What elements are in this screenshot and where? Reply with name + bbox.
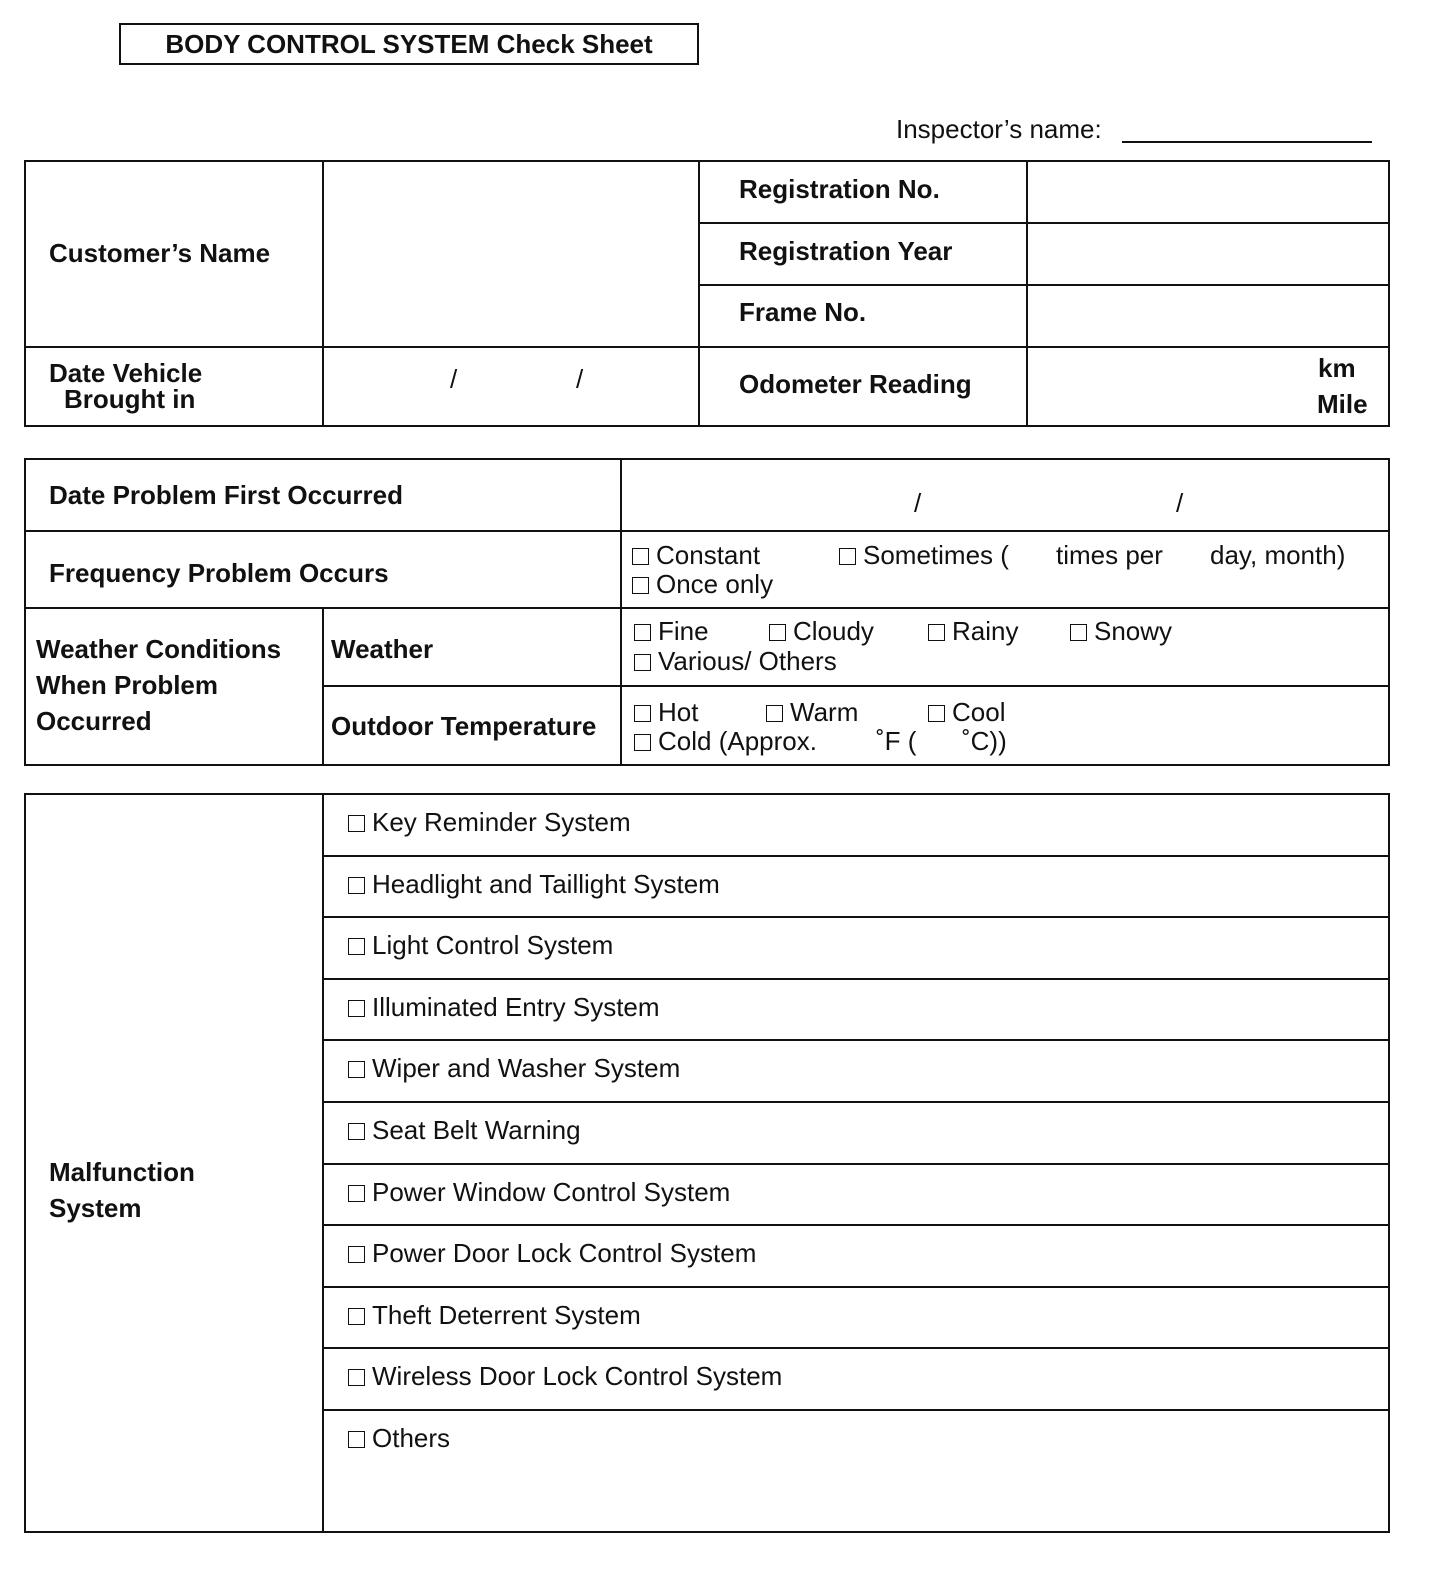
option-label: Various/ Others [658,646,837,676]
odometer-field[interactable] [1028,348,1386,423]
malfunction-system-option[interactable] [348,1238,756,1269]
checkbox[interactable] [634,654,651,671]
outdoor-temperature-label: Outdoor Temperature [331,711,597,741]
option-label: Illuminated Entry System [372,992,660,1022]
date-vehicle-label-line2: Brought in [64,384,196,414]
inspector-name-label: Inspector’s name: [896,114,1102,144]
divider [322,1224,1388,1226]
malfunction-system-option[interactable] [348,1115,581,1146]
divider [322,1101,1388,1103]
option-label: Hot [658,697,699,727]
checkbox[interactable] [348,1431,365,1448]
option-label: Snowy [1094,616,1173,646]
divider [698,160,700,425]
weather-rainy-option[interactable] [928,616,1018,647]
divider [322,855,1388,857]
checkbox[interactable] [348,938,365,955]
malfunction-system-option[interactable] [348,1423,450,1454]
registration-year-field[interactable] [1028,224,1386,284]
malfunction-system-option[interactable] [348,869,720,900]
date-vehicle-label-line1: Date Vehicle [49,358,203,388]
option-label: Light Control System [372,930,614,960]
option-label: Headlight and Taillight System [372,869,720,899]
weather-cloudy-option[interactable] [769,616,874,647]
option-label: Seat Belt Warning [372,1115,581,1145]
option-label: Warm [790,697,859,727]
weather-various-option[interactable] [634,646,837,677]
temp-cold-option[interactable] [634,726,817,757]
option-label: Key Reminder System [372,807,631,837]
date-separator: / [450,364,458,394]
temp-hot-option[interactable] [634,697,698,728]
temp-cool-option[interactable] [928,697,1005,728]
checkbox[interactable] [634,705,651,722]
date-separator: / [1176,488,1184,518]
frequency-once-option[interactable] [632,569,773,600]
malfunction-label-line1: Malfunction [49,1157,195,1187]
checkbox[interactable] [348,1123,365,1140]
malfunction-system-option[interactable] [348,1361,782,1392]
checkbox[interactable] [634,624,651,641]
checkbox[interactable] [839,548,856,565]
divider [322,916,1388,918]
customer-name-field[interactable] [324,162,698,346]
checkbox[interactable] [769,624,786,641]
customer-name-label: Customer’s Name [49,238,271,268]
frequency-constant-option[interactable] [632,540,760,571]
registration-no-label: Registration No. [739,174,940,204]
option-label: Sometimes ( [863,540,1009,570]
checkbox[interactable] [928,705,945,722]
option-label: Wireless Door Lock Control System [372,1361,783,1391]
checkbox[interactable] [348,1246,365,1263]
checkbox[interactable] [632,548,649,565]
option-label: Cool [952,697,1006,727]
frame-no-label: Frame No. [739,297,867,327]
checkbox[interactable] [634,734,651,751]
malfunction-system-option[interactable] [348,930,613,961]
malfunction-system-option[interactable] [348,1053,680,1084]
divider [24,607,1388,609]
odometer-unit-km: km [1318,353,1356,383]
weather-label: Weather [331,634,434,664]
divider [322,1347,1388,1349]
frequency-sometimes-option[interactable] [839,540,1009,571]
weather-conditions-label-line1: Weather Conditions [36,634,282,664]
inspector-name-field[interactable] [1122,141,1372,143]
option-label: Power Window Control System [372,1177,731,1207]
option-label: Others [372,1423,451,1453]
frequency-day-month-text: day, month) [1210,540,1346,570]
checkbox[interactable] [766,705,783,722]
registration-year-label: Registration Year [739,236,953,266]
checkbox[interactable] [348,815,365,832]
malfunction-system-option[interactable] [348,1177,730,1208]
page-title: BODY CONTROL SYSTEM Check Sheet [119,23,699,65]
option-label: Once only [656,569,774,599]
temp-fahrenheit-text: ˚F ( [876,726,917,756]
registration-no-field[interactable] [1028,162,1386,222]
odometer-label: Odometer Reading [739,369,972,399]
divider [322,1163,1388,1165]
date-separator: / [914,488,922,518]
checkbox[interactable] [348,1185,365,1202]
malfunction-label-line2: System [49,1193,142,1223]
divider [322,978,1388,980]
divider [24,530,1388,532]
checkbox[interactable] [348,877,365,894]
divider [322,685,1388,687]
option-label: Power Door Lock Control System [372,1238,757,1268]
date-first-occurred-field[interactable] [622,460,1386,530]
malfunction-system-option[interactable] [348,807,631,838]
checkbox[interactable] [928,624,945,641]
option-label: Constant [656,540,761,570]
checkbox[interactable] [632,577,649,594]
option-label: Cloudy [793,616,874,646]
divider [322,1286,1388,1288]
checkbox[interactable] [348,1308,365,1325]
divider [322,793,324,1531]
checkbox[interactable] [1070,624,1087,641]
option-label: Theft Deterrent System [372,1300,641,1330]
option-label: Cold (Approx. [658,726,817,756]
divider [322,1039,1388,1041]
option-label: Fine [658,616,709,646]
weather-snowy-option[interactable] [1070,616,1172,647]
divider [322,1409,1388,1411]
temp-celsius-text: ˚C)) [962,726,1007,756]
weather-conditions-label-line3: Occurred [36,706,152,736]
checkbox[interactable] [348,1061,365,1078]
malfunction-system-option[interactable] [348,992,660,1023]
date-first-occurred-label: Date Problem First Occurred [49,480,403,510]
malfunction-system-option[interactable] [348,1300,641,1331]
checkbox[interactable] [348,1000,365,1017]
weather-conditions-label-line2: When Problem [36,670,219,700]
weather-fine-option[interactable] [634,616,709,647]
checkbox[interactable] [348,1369,365,1386]
date-separator: / [576,364,584,394]
option-label: Rainy [952,616,1019,646]
temp-warm-option[interactable] [766,697,858,728]
option-label: Wiper and Washer System [372,1053,681,1083]
odometer-unit-mile: Mile [1317,389,1368,419]
frequency-label: Frequency Problem Occurs [49,558,389,588]
frame-no-field[interactable] [1028,286,1386,346]
date-vehicle-field[interactable] [324,348,698,423]
frequency-times-per-text: times per [1056,540,1163,570]
